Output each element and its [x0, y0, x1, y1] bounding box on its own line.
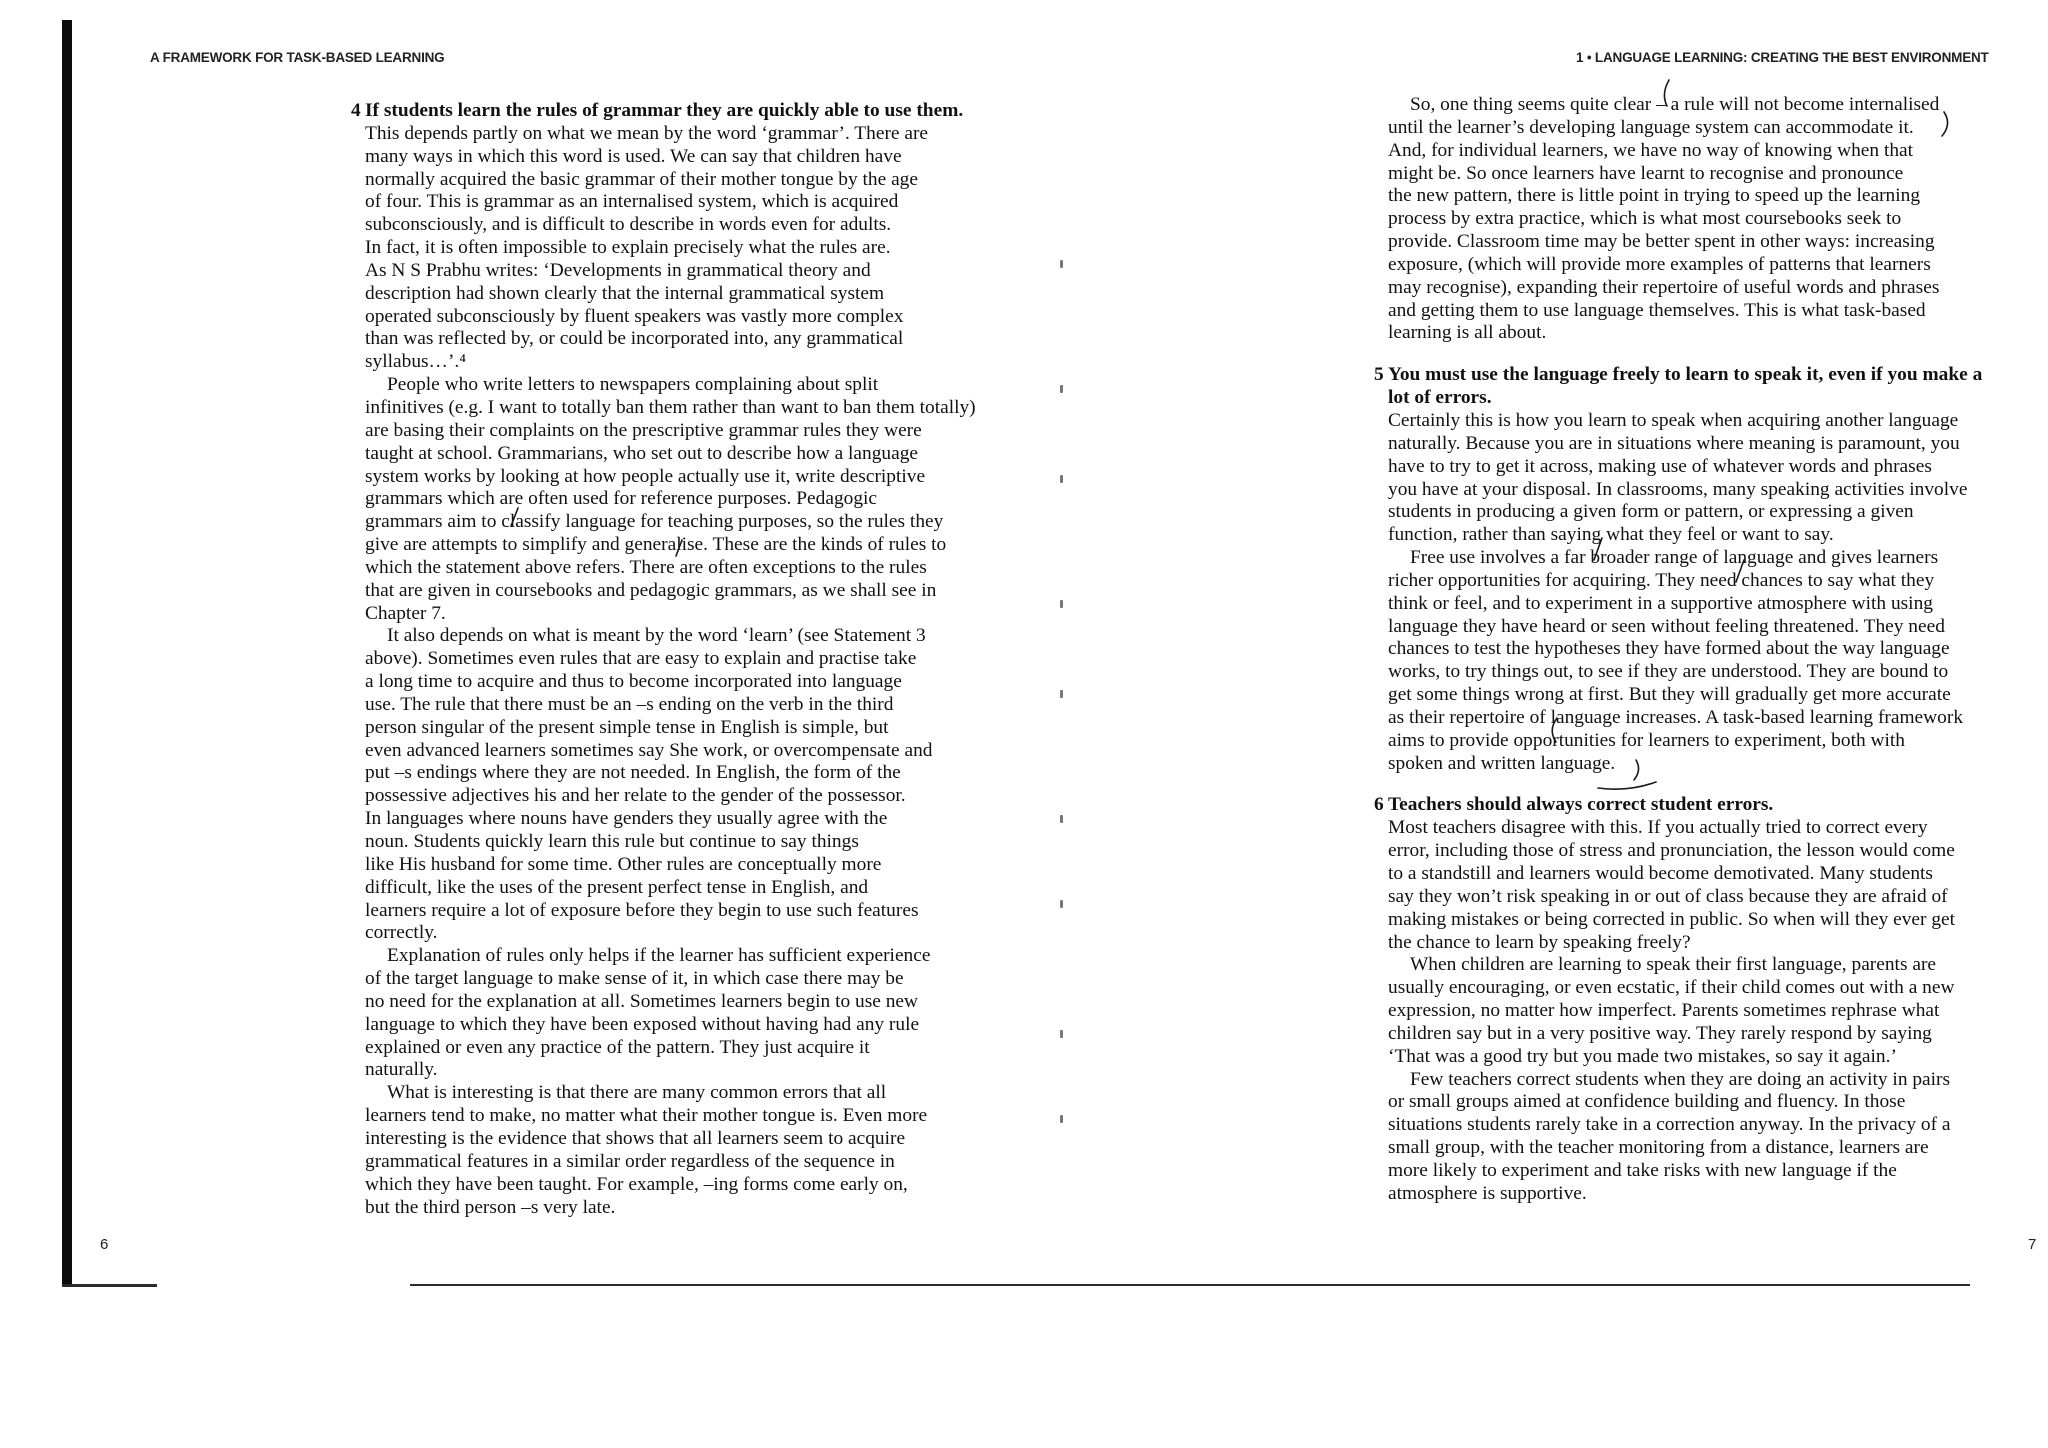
line-text: function, rather than saying what they feel or want to say.	[1388, 524, 1834, 546]
text-line	[365, 945, 975, 968]
text-line	[1388, 684, 2028, 707]
line-text: correctly.	[365, 922, 438, 944]
text-line	[365, 1174, 975, 1197]
line-text: language they have heard or seen without feeling threatened. They need	[1388, 615, 1945, 637]
statement-number: 6	[1374, 794, 1384, 816]
text-line	[365, 625, 975, 648]
line-text: It also depends on what is meant by the word ‘learn’ (see Statement 3	[387, 625, 926, 647]
left-page-text	[351, 100, 976, 1219]
statement-heading-line	[1374, 364, 2028, 387]
text-line	[1388, 909, 2028, 932]
line-text: taught at school. Grammarians, who set out to describe how a language	[365, 442, 919, 464]
text-line	[1388, 1046, 2028, 1069]
line-text: And, for individual learners, we have no way of knowing when that	[1388, 139, 1914, 161]
paragraph-gap	[1388, 345, 2028, 364]
line-text: description had shown clearly that the internal grammatical system	[365, 282, 885, 304]
text-line	[1388, 501, 2028, 524]
line-text: might be. So once learners have learnt to recognise and pronounce	[1388, 162, 1904, 184]
text-line	[365, 900, 975, 923]
line-text: difficult, like the uses of the present perfect tense in English, and	[365, 876, 869, 898]
text-line	[365, 740, 975, 763]
line-text: error, including those of stress and pronunciation, the lesson would come	[1388, 840, 1955, 862]
line-text: You must use the language freely to learn to speak it, even if you make a	[1388, 364, 1983, 386]
line-text: until the learner’s developing language system can accommodate it.	[1388, 116, 1914, 138]
line-text: person singular of the present simple tense in English is simple, but	[365, 716, 889, 738]
line-text: Free use involves a far broader range of language and gives learners	[1410, 547, 1939, 569]
line-text: When children are learning to speak their first language, parents are	[1410, 954, 1937, 976]
text-line	[365, 968, 975, 991]
text-line	[1388, 456, 2028, 479]
line-text: system works by looking at how people actually use it, write descriptive	[365, 465, 926, 487]
text-line	[1388, 300, 2028, 323]
line-text: In fact, it is often impossible to explain precisely what the rules are.	[365, 237, 891, 259]
text-line	[365, 671, 975, 694]
text-line	[1388, 753, 2028, 776]
line-text: language to which they have been exposed without having had any rule	[365, 1013, 920, 1035]
line-text: expression, no matter how imperfect. Parents sometimes rephrase what	[1388, 1000, 1940, 1022]
statement-heading-line	[1374, 794, 2028, 817]
line-text: So, one thing seems quite clear – a rule will not become internalised	[1410, 94, 1940, 115]
text-line	[1388, 322, 2028, 345]
running-head: A FRAMEWORK FOR TASK-BASED LEARNING	[150, 50, 445, 65]
line-text: lot of errors.	[1388, 387, 1492, 409]
text-line	[1388, 524, 2028, 547]
line-text: learning is all about.	[1388, 322, 1547, 344]
line-text: the chance to learn by speaking freely?	[1388, 931, 1691, 953]
line-text: like His husband for some time. Other rules are conceptually more	[365, 853, 882, 875]
line-text: People who write letters to newspapers complaining about split	[387, 374, 879, 396]
text-line	[365, 488, 975, 511]
line-text: operated subconsciously by fluent speakers was vastly more complex	[365, 305, 904, 327]
line-text: chances to test the hypotheses they have formed about the way language	[1388, 638, 1950, 660]
line-text: or small groups aimed at confidence building and fluency. In those	[1388, 1091, 1906, 1113]
text-line	[1388, 570, 2028, 593]
text-line	[365, 260, 975, 283]
line-text: grammars which are often used for reference purposes. Pedagogic	[365, 488, 878, 510]
statement-number: 4	[351, 100, 361, 121]
line-text: making mistakes or being corrected in public. So when will they ever get	[1388, 908, 1956, 930]
text-line	[365, 397, 975, 420]
line-text: to a standstill and learners would become demotivated. Many students	[1388, 863, 1933, 884]
text-line	[1388, 479, 2028, 502]
text-line	[365, 420, 975, 443]
text-line	[1388, 1114, 2028, 1137]
line-text: students in producing a given form or pattern, or expressing a given	[1388, 501, 1914, 523]
line-text: the new pattern, there is little point in trying to speed up the learning	[1388, 185, 1921, 207]
text-line	[1388, 94, 2028, 117]
line-text: ‘That was a good try but you made two mistakes, so say it again.’	[1388, 1045, 1897, 1067]
line-text: usually encouraging, or even ecstatic, if their child comes out with a new	[1388, 977, 1955, 999]
right-page	[1030, 0, 2048, 1448]
text-line	[1388, 593, 2028, 616]
text-line	[1388, 254, 2028, 277]
line-text: situations students rarely take in a correction anyway. In the privacy of a	[1388, 1114, 1951, 1136]
line-text: are basing their complaints on the prescriptive grammar rules they were	[365, 419, 922, 441]
text-line	[365, 557, 975, 580]
text-line	[365, 534, 975, 557]
text-line	[365, 511, 975, 534]
text-line	[1388, 616, 2028, 639]
line-text: no need for the explanation at all. Sometimes learners begin to use new	[365, 990, 919, 1012]
paragraph-gap	[1388, 775, 2028, 794]
line-text: Teachers should always correct student errors.	[1388, 794, 1774, 816]
line-text: syllabus…’.⁴	[365, 351, 467, 373]
line-text: process by extra practice, which is what most coursebooks seek to	[1388, 208, 1902, 230]
text-line	[1388, 707, 2028, 730]
text-line	[1388, 1160, 2028, 1183]
right-page-text	[1374, 94, 2028, 1206]
line-text: This depends partly on what we mean by the word ‘grammar’. There are	[365, 122, 929, 144]
text-line	[365, 854, 975, 877]
running-head: 1 • LANGUAGE LEARNING: CREATING THE BEST ENVIRONMENT	[1576, 50, 1989, 65]
line-text: subconsciously, and is difficult to describe in words even for adults.	[365, 214, 892, 236]
line-text: In languages where nouns have genders they usually agree with the	[365, 808, 888, 830]
text-line	[1388, 977, 2028, 1000]
text-line	[1388, 638, 2028, 661]
line-text: grammatical features in a similar order regardless of the sequence in	[365, 1150, 895, 1172]
text-line	[365, 1037, 975, 1060]
text-line	[365, 1082, 975, 1105]
text-line	[365, 306, 975, 329]
line-text: say they won’t risk speaking in or out of class because they are afraid of	[1388, 885, 1948, 907]
line-text: atmosphere is supportive.	[1388, 1182, 1587, 1204]
line-text: of the target language to make sense of it, in which case there may be	[365, 968, 904, 990]
line-text: many ways in which this word is used. We can say that children have	[365, 145, 902, 167]
text-line	[365, 785, 975, 808]
text-line	[365, 717, 975, 740]
line-text: naturally.	[365, 1059, 438, 1081]
text-line	[1388, 1183, 2028, 1206]
text-line	[1388, 163, 2028, 186]
text-line	[1388, 954, 2028, 977]
text-line	[365, 169, 975, 192]
line-text: Certainly this is how you learn to speak when acquiring another language	[1388, 409, 1959, 431]
text-line	[365, 1014, 975, 1037]
line-text: Explanation of rules only helps if the learner has sufficient experience	[387, 945, 931, 967]
text-line	[1388, 730, 2028, 753]
text-line	[1388, 1137, 2028, 1160]
line-text: give are attempts to simplify and generalise. These are the kinds of rules to	[365, 534, 947, 556]
text-line	[1388, 932, 2028, 955]
line-text: may recognise), expanding their repertoire of useful words and phrases	[1388, 276, 1940, 298]
text-line	[1388, 410, 2028, 433]
line-text: as their repertoire of language increases. A task-based learning framework	[1388, 706, 1964, 728]
text-line	[1388, 117, 2028, 140]
text-line	[365, 603, 975, 626]
text-line	[1388, 661, 2028, 684]
line-text: and getting them to use language themselves. This is what task-based	[1388, 299, 1926, 321]
text-line	[365, 694, 975, 717]
line-text: infinitives (e.g. I want to totally ban them rather than want to ban them totally)	[365, 396, 976, 418]
line-text: Chapter 7.	[365, 602, 446, 624]
statement-heading-line	[1388, 387, 2028, 410]
text-line	[1388, 208, 2028, 231]
line-text: possessive adjectives his and her relate to the gender of the possessor.	[365, 785, 906, 807]
text-line	[365, 443, 975, 466]
text-line	[365, 1128, 975, 1151]
text-line	[365, 877, 975, 900]
line-text: learners tend to make, no matter what their mother tongue is. Even more	[365, 1105, 928, 1127]
page-number: 7	[2028, 1236, 2037, 1253]
text-line	[365, 580, 975, 603]
text-line	[1388, 231, 2028, 254]
text-line	[1388, 433, 2028, 456]
line-text: spoken and written language.	[1388, 752, 1616, 774]
line-text: interesting is the evidence that shows that all learners seem to acquire	[365, 1127, 906, 1149]
line-text: naturally. Because you are in situations where meaning is paramount, you	[1388, 432, 1960, 454]
text-line	[1388, 185, 2028, 208]
text-line	[1388, 1091, 2028, 1114]
text-line	[365, 237, 975, 260]
line-text: exposure, (which will provide more examples of patterns that learners	[1388, 253, 1931, 275]
line-text: a long time to acquire and thus to become incorporated into language	[365, 671, 902, 693]
text-line	[365, 214, 975, 237]
text-line	[365, 808, 975, 831]
line-text: provide. Classroom time may be better spent in other ways: increasing	[1388, 231, 1935, 253]
line-text: grammars aim to classify language for teaching purposes, so the rules they	[365, 511, 944, 533]
text-line	[365, 831, 975, 854]
line-text: aims to provide opportunities for learners to experiment, both with	[1388, 729, 1905, 751]
text-line	[1388, 817, 2028, 840]
text-line	[365, 123, 975, 146]
text-line	[1388, 863, 2028, 886]
line-text: works, to try things out, to see if they are understood. They are bound to	[1388, 661, 1949, 683]
statement-heading-line	[351, 100, 975, 123]
line-text: you have at your disposal. In classrooms, many speaking activities involve	[1388, 478, 1968, 500]
text-line	[365, 351, 975, 374]
text-line	[1388, 1000, 2028, 1023]
text-line	[1388, 886, 2028, 909]
text-line	[365, 146, 975, 169]
line-text: but the third person –s very late.	[365, 1196, 616, 1218]
line-text: use. The rule that there must be an –s ending on the verb in the third	[365, 693, 894, 715]
line-text: If students learn the rules of grammar they are quickly able to use them.	[365, 100, 964, 121]
text-line	[1388, 1069, 2028, 1092]
text-line	[365, 762, 975, 785]
line-text: small group, with the teacher monitoring from a distance, learners are	[1388, 1137, 1929, 1159]
text-line	[1388, 547, 2028, 570]
line-text: which they have been taught. For example, –ing forms come early on,	[365, 1173, 908, 1195]
line-text: richer opportunities for acquiring. They need chances to say what they	[1388, 569, 1935, 591]
line-text: have to try to get it across, making use of whatever words and phrases	[1388, 455, 1932, 477]
line-text: that are given in coursebooks and pedagogic grammars, as we shall see in	[365, 579, 937, 601]
line-text: normally acquired the basic grammar of their mother tongue by the age	[365, 168, 918, 190]
page-number: 6	[100, 1236, 109, 1253]
line-text: put –s endings where they are not needed. In English, the form of the	[365, 762, 901, 784]
text-line	[1388, 140, 2028, 163]
line-text: more likely to experiment and take risks with new language if the	[1388, 1159, 1897, 1181]
line-text: which the statement above refers. There are often exceptions to the rules	[365, 556, 927, 578]
text-line	[365, 191, 975, 214]
text-line	[365, 283, 975, 306]
line-text: noun. Students quickly learn this rule but continue to say things	[365, 831, 859, 852]
text-line	[365, 1105, 975, 1128]
text-line	[1388, 277, 2028, 300]
line-text: learners require a lot of exposure before they begin to use such features	[365, 899, 919, 921]
line-text: Few teachers correct students when they are doing an activity in pairs	[1410, 1068, 1951, 1090]
text-line	[365, 991, 975, 1014]
line-text: above). Sometimes even rules that are easy to explain and practise take	[365, 648, 917, 670]
text-line	[365, 648, 975, 671]
line-text: What is interesting is that there are many common errors that all	[387, 1082, 887, 1104]
line-text: children say but in a very positive way. They rarely respond by saying	[1388, 1022, 1932, 1044]
line-text: get some things wrong at first. But they will gradually get more accurate	[1388, 684, 1951, 706]
line-text: than was reflected by, or could be incorporated into, any grammatical	[365, 328, 904, 350]
line-text: explained or even any practice of the pattern. They just acquire it	[365, 1036, 870, 1058]
text-line	[365, 374, 975, 397]
line-text: think or feel, and to experiment in a supportive atmosphere with using	[1388, 592, 1933, 614]
text-line	[365, 466, 975, 489]
line-text: As N S Prabhu writes: ‘Developments in grammatical theory and	[365, 259, 871, 281]
line-text: Most teachers disagree with this. If you actually tried to correct every	[1388, 817, 1928, 839]
text-line	[1388, 1023, 2028, 1046]
text-line	[365, 1197, 975, 1220]
text-line	[1388, 840, 2028, 863]
line-text: of four. This is grammar as an internalised system, which is acquired	[365, 191, 899, 213]
text-line	[365, 1151, 975, 1174]
line-text: even advanced learners sometimes say She work, or overcompensate and	[365, 739, 933, 761]
text-line	[365, 922, 975, 945]
text-line	[365, 328, 975, 351]
statement-number: 5	[1374, 364, 1384, 386]
text-line	[365, 1059, 975, 1082]
